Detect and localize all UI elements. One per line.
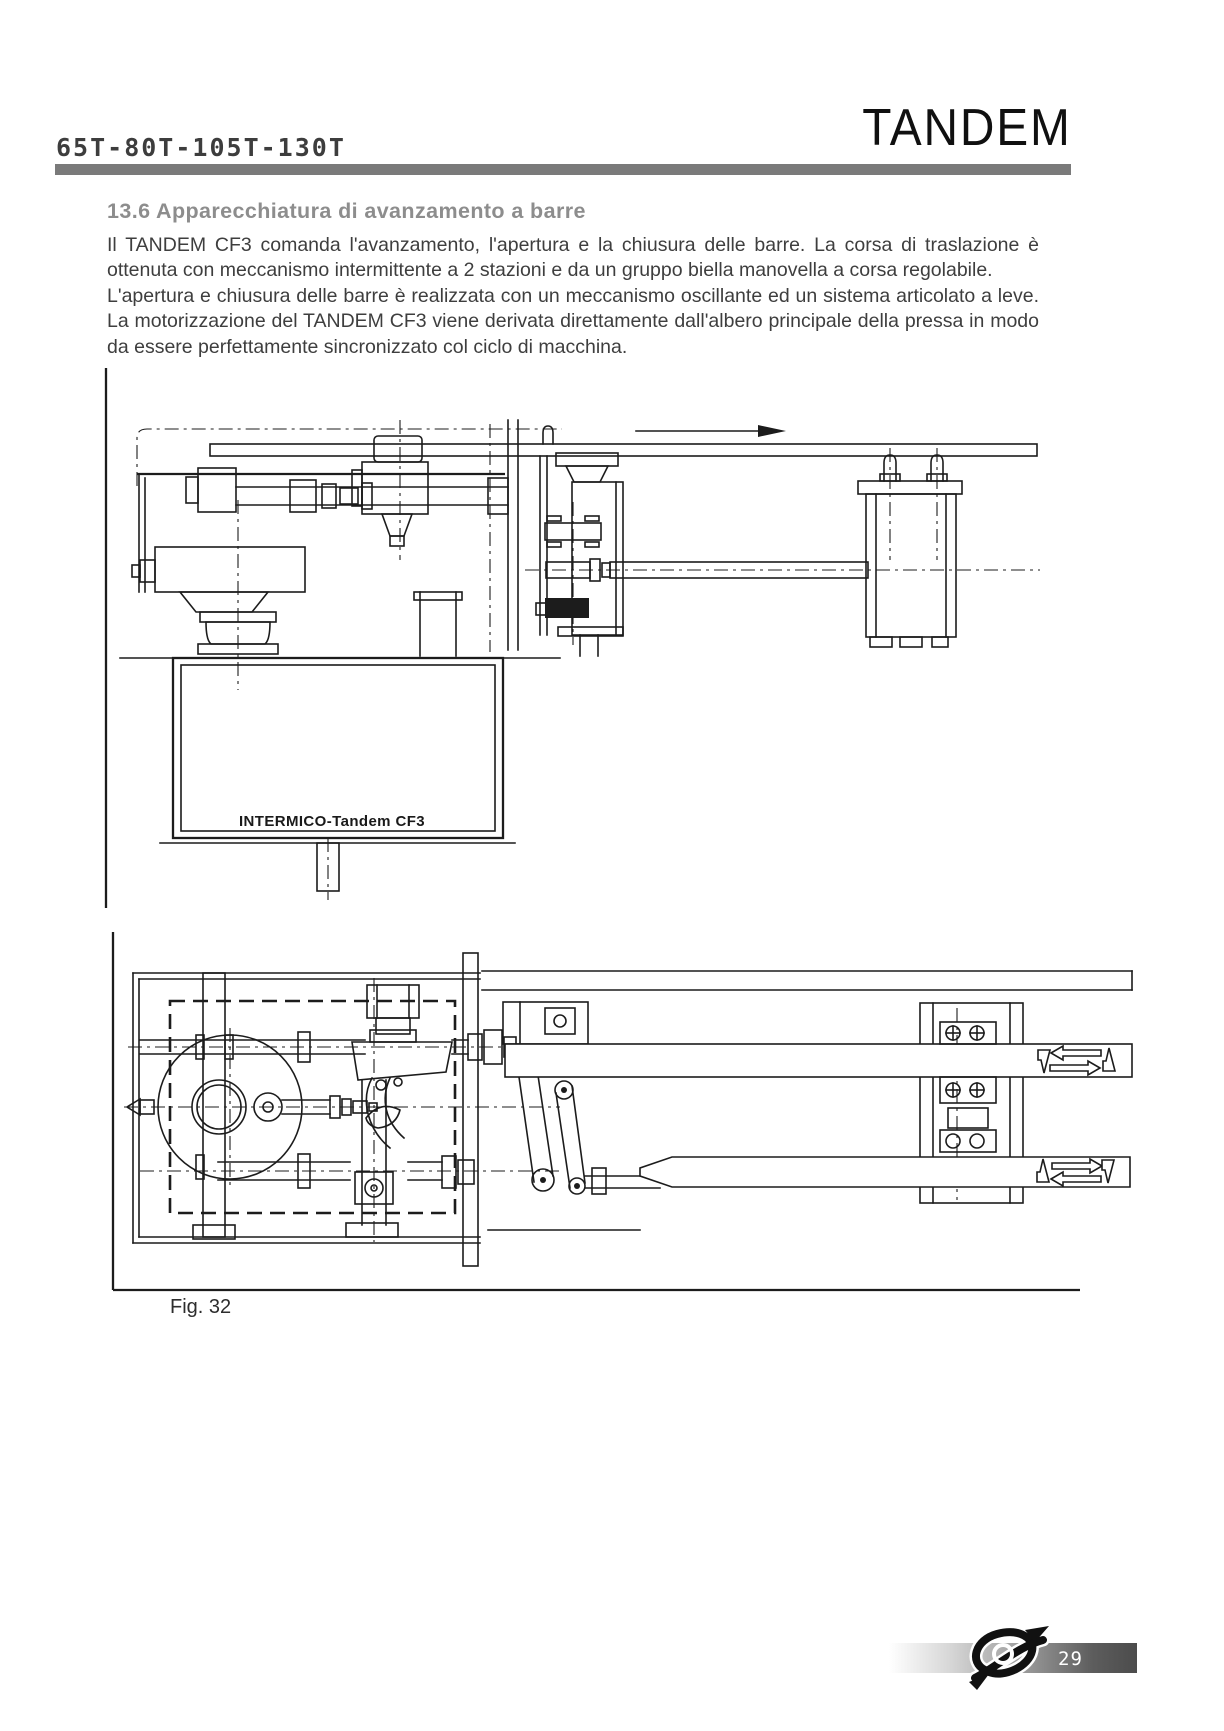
header-rule (55, 164, 1071, 175)
paragraph-1: Il TANDEM CF3 comanda l'avanzamento, l'apertura e la chiusura delle barre. La corsa di traslazione è ottenuta con meccanismo intermittente a 2 stazioni e da un gruppo biella manovella a corsa regolabile. (107, 234, 1039, 282)
body-text (107, 233, 1039, 360)
model-range-text: 65T-80T-105T-130T (56, 133, 346, 162)
figure-top-side-view (100, 360, 1045, 915)
figure-caption: Fig. 32 (170, 1296, 232, 1318)
brand-knot-icon (955, 1620, 1055, 1690)
page-number: 29 (1058, 1648, 1083, 1670)
section-heading: 13.6 Apparecchiatura di avanzamento a barre (107, 199, 586, 223)
machine-label: INTERMICO-Tandem CF3 (238, 813, 426, 830)
paragraph-2: L'apertura e chiusura delle barre è realizzata con un meccanismo oscillante ed un sistema articolato a leve. La motorizzazione del TANDEM CF3 viene derivata direttamente dall'albero principale della pressa in modo da essere perfettamente sincronizzato col ciclo di macchina. (107, 284, 1039, 358)
figure-bottom-plan-view (100, 925, 1145, 1300)
brand-logo-text: TANDEM (862, 99, 1072, 157)
